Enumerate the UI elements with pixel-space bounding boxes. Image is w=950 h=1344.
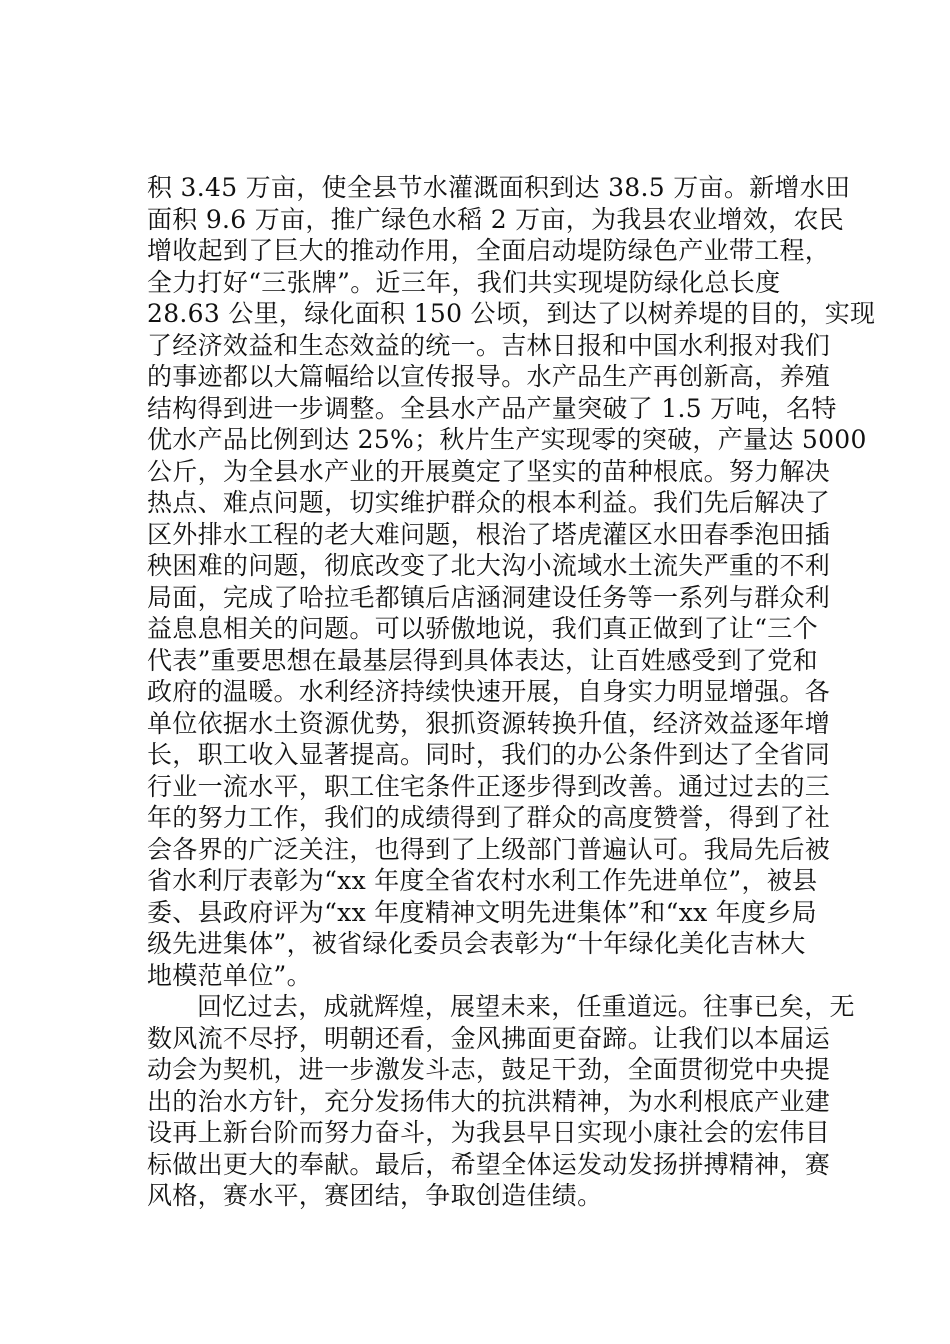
text-line: 地模范单位”。 [147, 960, 312, 990]
text-line: 公斤，为全县水产业的开展奠定了坚实的苗种根底。努力解决 [147, 456, 831, 486]
text-line: 动会为契机，进一步激发斗志，鼓足干劲，全面贯彻党中央提 [147, 1055, 831, 1084]
text-line: 局面，完成了哈拉毛都镇后店涵洞建设任务等一系列与群众利 [147, 582, 831, 612]
text-line: 结构得到进一步调整。全县水产品产量突破了 1.5 万吨，名特 [147, 393, 837, 423]
text-line: 了经济效益和生态效益的统一。吉林日报和中国水利报对我们 [147, 330, 831, 360]
text-line: 面积 9.6 万亩，推广绿色水稻 2 万亩，为我县农业增效，农民 [147, 204, 845, 234]
paragraph-achievements [147, 172, 876, 991]
text-line: 增收起到了巨大的推动作用，全面启动堤防绿色产业带工程， [147, 236, 831, 265]
text-line: 回忆过去，成就辉煌，展望未来，任重道远。往事已矣，无 [197, 992, 855, 1021]
text-line: 代表”重要思想在最基层得到具体表达，让百姓感受到了党和 [147, 645, 818, 675]
text-line: 会各界的广泛关注，也得到了上级部门普遍认可。我局先后被 [147, 834, 831, 864]
text-line: 设再上新台阶而努力奋斗，为我县早日实现小康社会的宏伟目 [147, 1118, 831, 1147]
text-line: 全力打好“三张牌”。近三年，我们共实现堤防绿化总长度 [147, 267, 781, 297]
text-line: 级先进集体”，被省绿化委员会表彰为“十年绿化美化吉林大 [147, 929, 806, 958]
text-line: 秧困难的问题，彻底改变了北大沟小流域水土流失严重的不利 [147, 551, 831, 580]
text-line: 年的努力工作，我们的成绩得到了群众的高度赞誉，得到了社 [147, 803, 831, 832]
text-line: 益息息相关的问题。可以骄傲地说，我们真正做到了让“三个 [147, 614, 818, 643]
paragraph-closing [147, 991, 855, 1212]
text-line: 优水产品比例到达 25%；秋片生产实现零的突破，产量达 5000 [147, 425, 867, 454]
body-text [147, 172, 876, 1212]
text-line: 28.63 公里，绿化面积 150 公顷，到达了以树养堤的目的，实现 [147, 299, 876, 328]
text-line: 行业一流水平，职工住宅条件正逐步得到改善。通过过去的三 [147, 771, 831, 801]
text-line: 单位依据水土资源优势，狠抓资源转换升值，经济效益逐年增 [147, 708, 831, 738]
text-line: 标做出更大的奉献。最后，希望全体运发动发扬拼搏精神，赛 [147, 1149, 831, 1179]
text-line: 区外排水工程的老大难问题，根治了塔虎灌区水田春季泡田插 [147, 519, 831, 549]
text-line: 委、县政府评为“xx 年度精神文明先进集体”和“xx 年度乡局 [147, 897, 817, 927]
text-line: 省水利厅表彰为“xx 年度全省农村水利工作先进单位”，被县 [147, 866, 818, 895]
text-line: 风格，赛水平，赛团结，争取创造佳绩。 [147, 1181, 603, 1210]
text-line: 热点、难点问题，切实维护群众的根本利益。我们先后解决了 [147, 488, 831, 517]
text-line: 政府的温暖。水利经济持续快速开展，自身实力明显增强。各 [147, 677, 831, 706]
text-line: 长，职工收入显著提高。同时，我们的办公条件到达了全省同 [147, 740, 831, 769]
text-line: 的事迹都以大篇幅给以宣传报导。水产品生产再创新高，养殖 [147, 362, 831, 391]
text-line: 出的治水方针，充分发扬伟大的抗洪精神，为水利根底产业建 [147, 1086, 831, 1116]
text-line: 积 3.45 万亩，使全县节水灌溉面积到达 38.5 万亩。新增水田 [147, 173, 851, 202]
text-line: 数风流不尽抒，明朝还看，金风拂面更奋蹄。让我们以本届运 [147, 1023, 831, 1053]
